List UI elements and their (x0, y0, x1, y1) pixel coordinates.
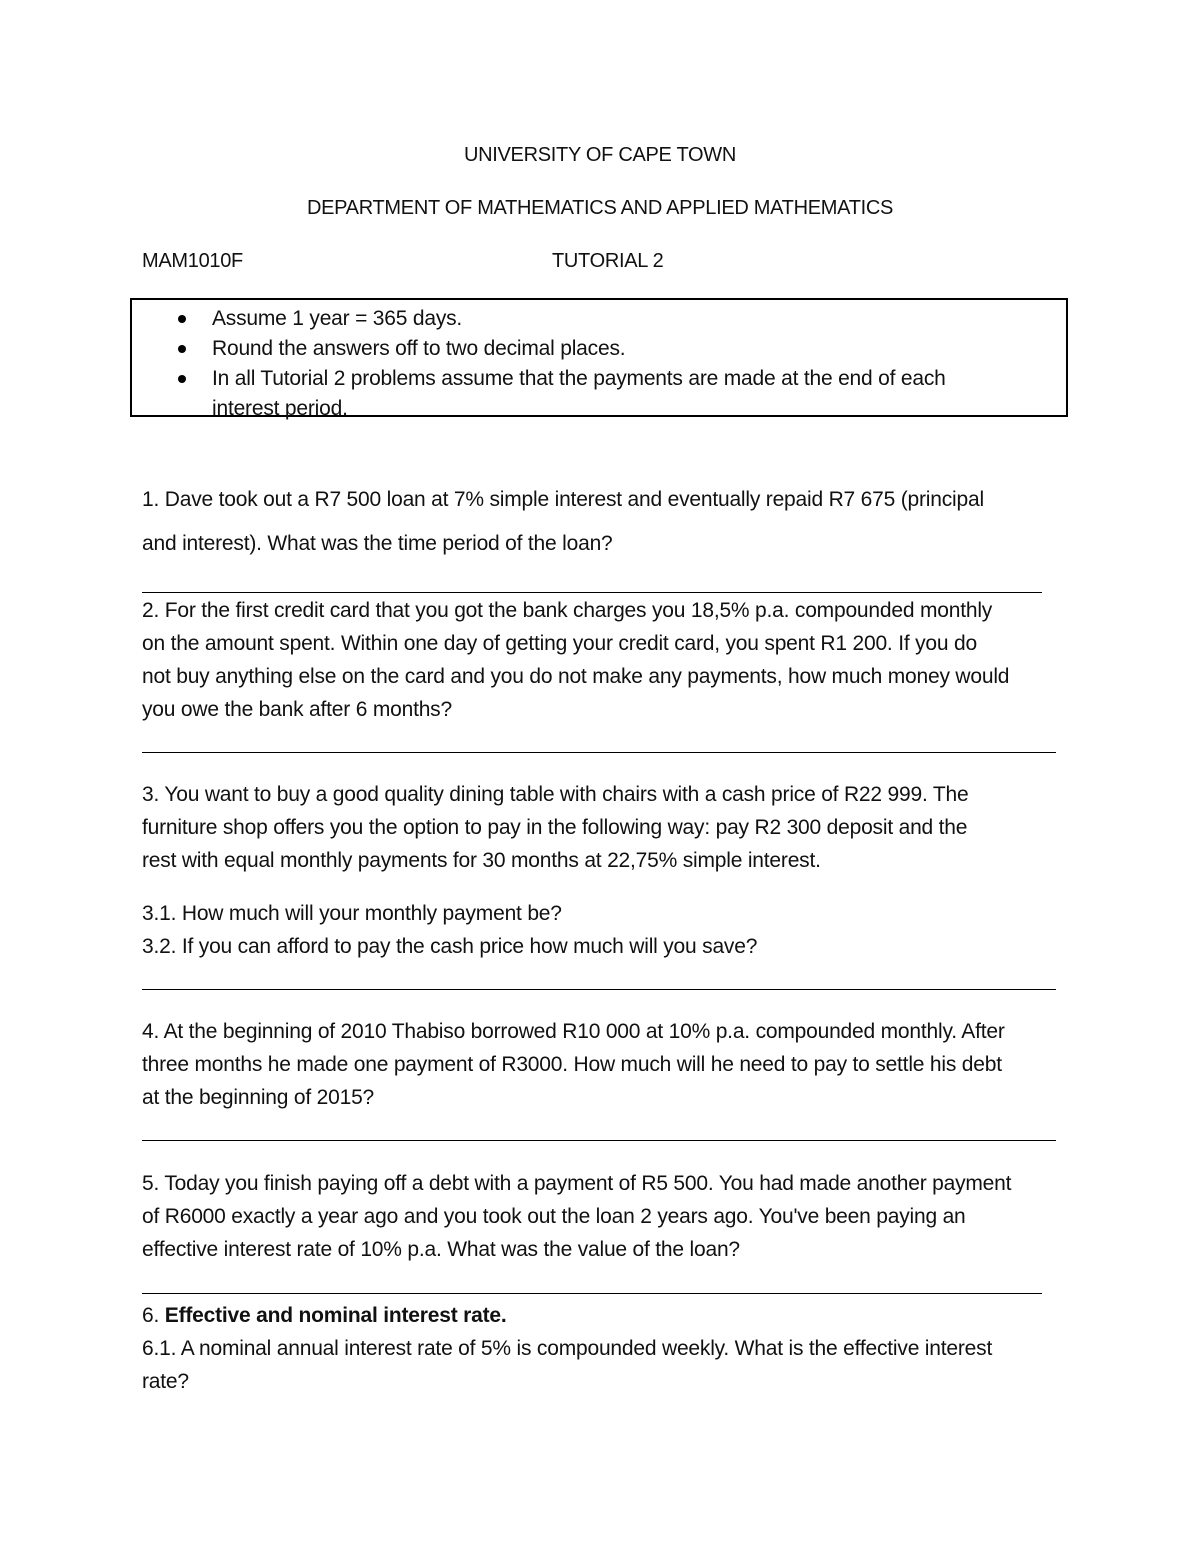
instruction-item (132, 364, 972, 424)
question-6-1-line: rate? (142, 1370, 189, 1393)
bullet-icon (178, 345, 186, 353)
separator-rule (142, 592, 1042, 593)
question-5-line: of R6000 exactly a year ago and you took out the loan 2 years ago. You've been paying an (142, 1205, 966, 1228)
question-5 (142, 1167, 1011, 1266)
question-1 (142, 478, 984, 566)
question-2 (142, 594, 1009, 726)
instruction-item (132, 304, 972, 334)
question-3-line: 3. You want to buy a good quality dining table with chairs with a cash price of R22 999. The (142, 783, 969, 806)
question-4 (142, 1015, 1005, 1114)
question-4-line: three months he made one payment of R3000. How much will he need to pay to settle his debt (142, 1053, 1002, 1076)
separator-rule (142, 752, 1056, 753)
question-5-line: effective interest rate of 10% p.a. What was the value of the loan? (142, 1238, 740, 1261)
question-6-number: 6. (142, 1304, 160, 1327)
department-title: DEPARTMENT OF MATHEMATICS AND APPLIED MATHEMATICS (306, 197, 894, 219)
question-6-1-line: 6.1. A nominal annual interest rate of 5% is compounded weekly. What is the effective interest (142, 1337, 993, 1360)
bullet-icon (178, 375, 186, 383)
tutorial-title: TUTORIAL 2 (552, 250, 664, 272)
question-6 (142, 1299, 992, 1398)
question-3-line: furniture shop offers you the option to pay in the following way: pay R2 300 deposit and the (142, 816, 968, 839)
question-4-line: 4. At the beginning of 2010 Thabiso borrowed R10 000 at 10% p.a. compounded monthly. After (142, 1020, 1005, 1043)
question-1-line: 1. Dave took out a R7 500 loan at 7% simple interest and eventually repaid R7 675 (principal (142, 488, 984, 511)
question-6-title: Effective and nominal interest rate. (164, 1304, 507, 1327)
question-3-line: rest with equal monthly payments for 30 months at 22,75% simple interest. (142, 849, 821, 872)
separator-rule (142, 1140, 1056, 1141)
question-1-line: and interest). What was the time period of the loan? (142, 532, 613, 555)
instructions-list (132, 304, 1066, 424)
separator-rule (142, 989, 1056, 990)
instruction-text: Assume 1 year = 365 days. (212, 307, 463, 330)
question-5-line: 5. Today you finish paying off a debt with a payment of R5 500. You had made another payment (142, 1172, 1012, 1195)
question-2-line: you owe the bank after 6 months? (142, 698, 452, 721)
question-3-1: 3.1. How much will your monthly payment be? (142, 902, 562, 925)
question-2-line: not buy anything else on the card and you do not make any payments, how much money would (142, 665, 1010, 688)
question-2-line: 2. For the first credit card that you got the bank charges you 18,5% p.a. compounded monthly (142, 599, 993, 622)
question-2-line: on the amount spent. Within one day of getting your credit card, you spent R1 200. If you do (142, 632, 977, 655)
question-3-2: 3.2. If you can afford to pay the cash price how much will you save? (142, 935, 758, 958)
instructions-box (130, 298, 1068, 420)
question-3 (142, 778, 968, 877)
university-title: UNIVERSITY OF CAPE TOWN (463, 144, 737, 166)
instruction-item (132, 334, 972, 364)
question-3-subparts (142, 897, 757, 963)
instruction-text: In all Tutorial 2 problems assume that the payments are made at the end of each interest period. (212, 367, 946, 420)
question-4-line: at the beginning of 2015? (142, 1086, 375, 1109)
question-6-heading (142, 1299, 992, 1332)
instruction-text: Round the answers off to two decimal places. (212, 337, 626, 360)
separator-rule (142, 1293, 1042, 1294)
course-code: MAM1010F (142, 250, 243, 272)
bullet-icon (178, 315, 186, 323)
